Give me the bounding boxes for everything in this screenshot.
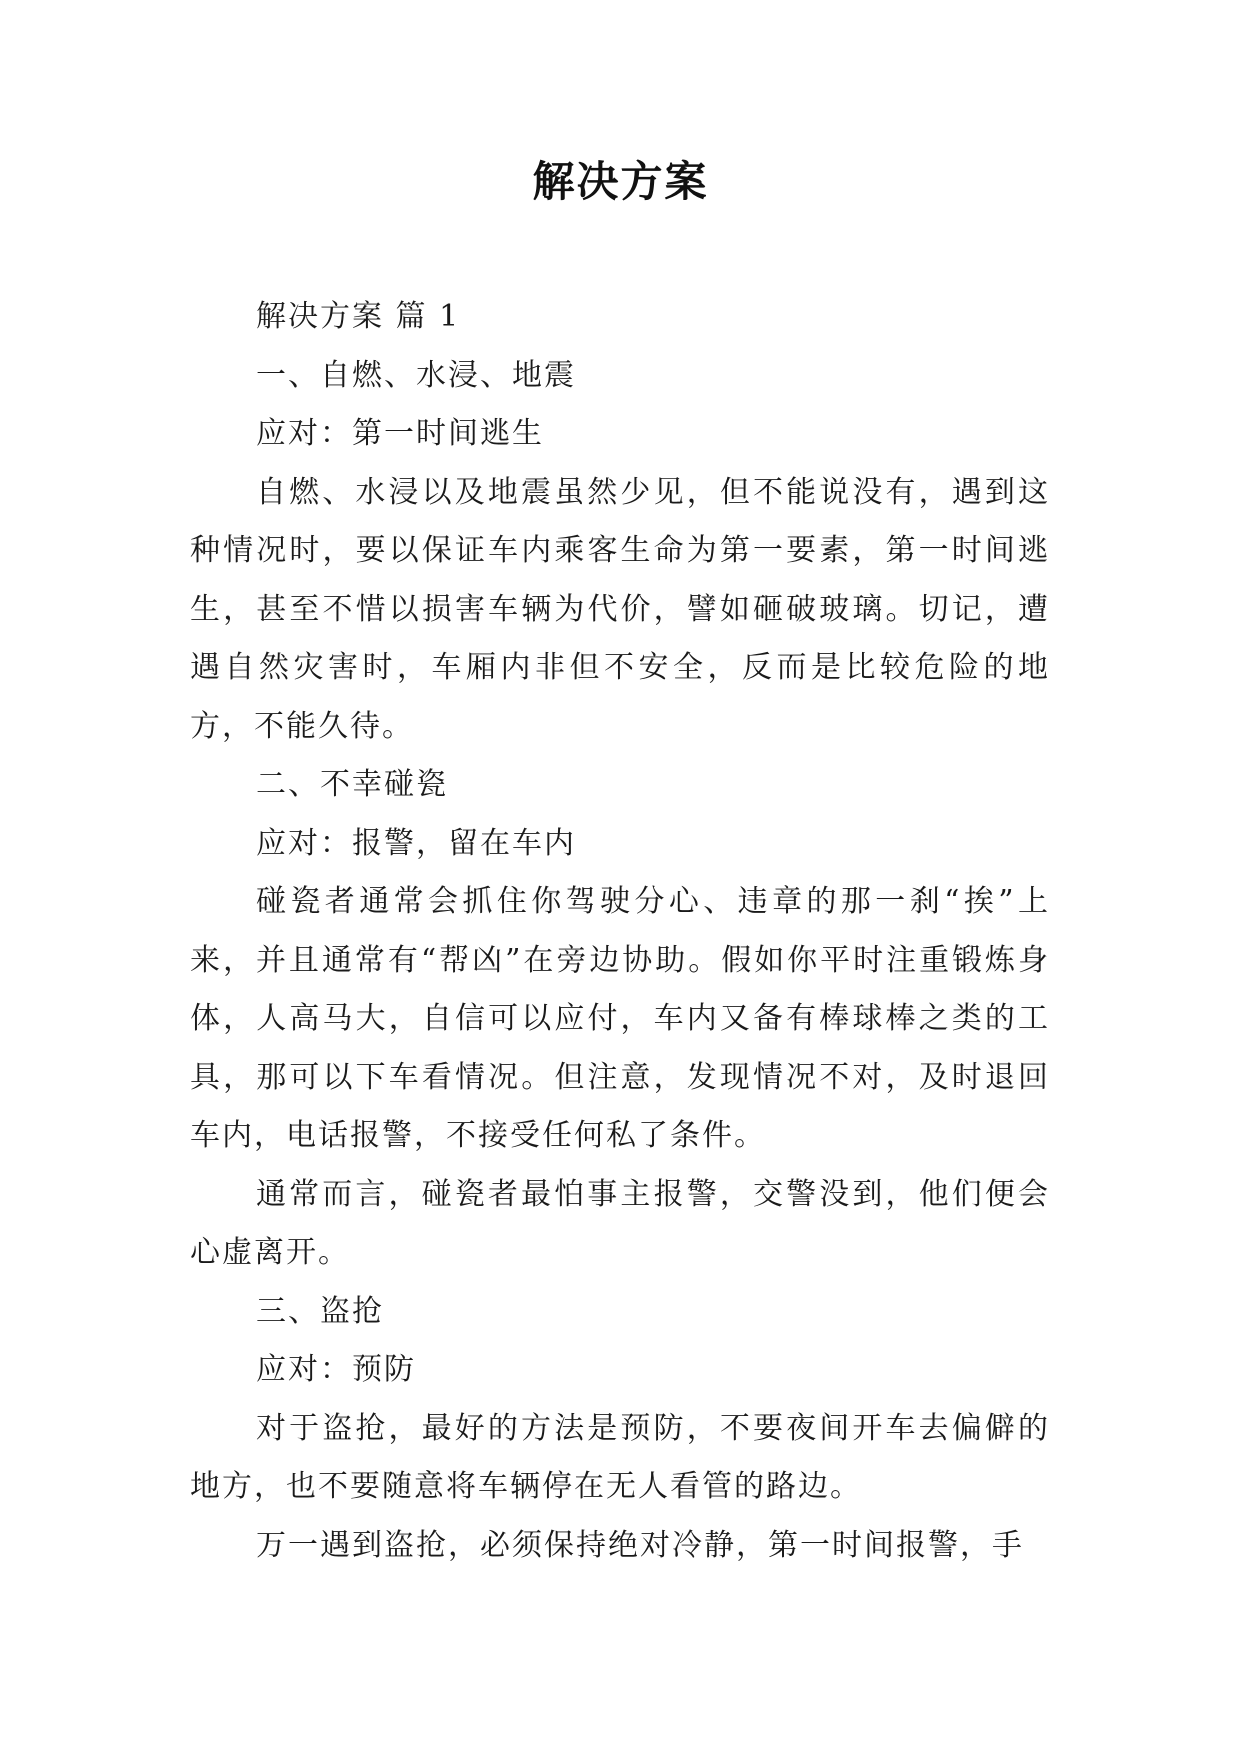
body-paragraph: 对于盗抢，最好的方法是预防，不要夜间开车去偏僻的地方，也不要随意将车辆停在无人看管的路边。 bbox=[190, 1410, 1050, 1504]
response-line: 应对：报警，留在车内 bbox=[256, 825, 576, 861]
response-line: 应对：第一时间逃生 bbox=[256, 416, 544, 451]
body-paragraph: 碰瓷者通常会抓住你驾驶分心、违章的那一刹“挨”上来，并且通常有“帮凶”在旁边协助。假如你平时注重锻炼身体，人高马大，自信可以应付，车内又备有棒球棒之类的工具，那可以下车看情况。但注意，发现情况不对，及时退回车内，电话报警，不接受任何私了条件。 bbox=[190, 884, 1050, 1153]
body-paragraph: 自燃、水浸以及地震虽然少见，但不能说没有，遇到这种情况时，要以保证车内乘客生命为第一要素，第一时间逃生，甚至不惜以损害车辆为代价，譬如砸破玻璃。切记，遭遇自然灾害时，车厢内非但不安全，反而是比较危险的地方，不能久待。 bbox=[190, 474, 1050, 744]
document-body bbox=[190, 288, 1050, 1575]
body-paragraph: 万一遇到盗抢，必须保持绝对冷静，第一时间报警，手 bbox=[256, 1527, 1024, 1563]
body-paragraph: 通常而言，碰瓷者最怕事主报警，交警没到，他们便会心虚离开。 bbox=[190, 1176, 1050, 1270]
document-title: 解决方案 bbox=[532, 157, 709, 206]
section-heading: 解决方案 篇 1 bbox=[256, 299, 461, 334]
subsection-heading: 二、不幸碰瓷 bbox=[256, 767, 448, 802]
subsection-heading: 三、盗抢 bbox=[256, 1293, 384, 1329]
response-line: 应对：预防 bbox=[256, 1352, 416, 1387]
subsection-heading: 一、自燃、水浸、地震 bbox=[256, 357, 576, 393]
